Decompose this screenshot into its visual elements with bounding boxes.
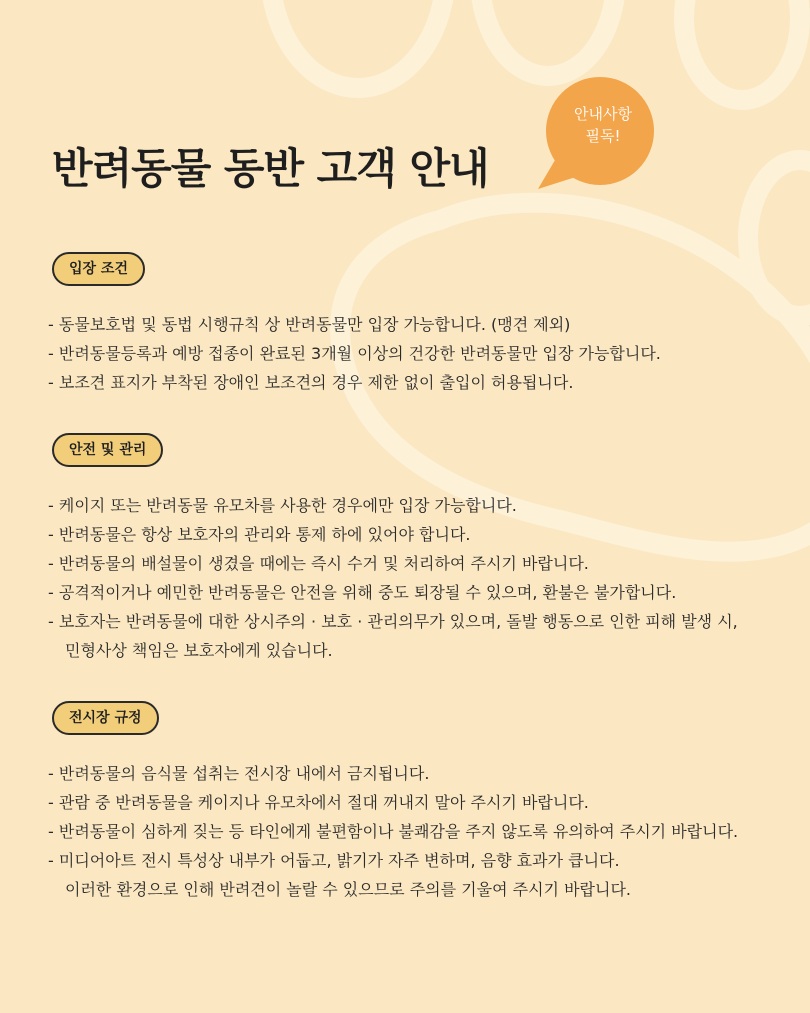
list-item: - 미디어아트 전시 특성상 내부가 어둡고, 밝기가 자주 변하며, 음향 효과가 큽니다. [48, 851, 620, 870]
notice-badge [536, 77, 646, 187]
list-item-continuation [48, 636, 738, 665]
list-item: - 보호자는 반려동물에 대한 상시주의 · 보호 · 관리의무가 있으며, 돌발 행동으로 인한 피해 발생 시, [48, 612, 738, 631]
continuation-text: 이러한 환경으로 인해 반려견이 놀랄 수 있으므로 주의를 기울여 주시기 바랍니다. [65, 880, 631, 899]
list-item: - 관람 중 반려동물을 케이지나 유모차에서 절대 꺼내지 말아 주시기 바랍니다. [48, 793, 589, 812]
list-item: - 케이지 또는 반려동물 유모차를 사용한 경우에만 입장 가능합니다. [48, 496, 517, 515]
paw-toe-3 [684, 0, 800, 100]
badge-text [548, 103, 658, 147]
list-item: - 반려동물은 항상 보호자의 관리와 통제 하에 있어야 합니다. [48, 525, 471, 544]
exhibition-rules-list [48, 759, 738, 904]
continuation-text: 민형사상 책임은 보호자에게 있습니다. [65, 641, 333, 660]
safety-management-list [48, 491, 738, 665]
paw-toe-2 [480, 0, 616, 76]
entry-conditions-list [48, 310, 661, 397]
list-item: - 반려동물등록과 예방 접종이 완료된 3개월 이상의 건강한 반려동물만 입장 가능합니다. [48, 344, 661, 363]
page-title: 반려동물 동반 고객 안내 [52, 144, 489, 193]
badge-line-1: 안내사항 [574, 105, 632, 123]
section-label-exhibition-rules: 전시장 규정 [52, 701, 159, 735]
list-item: - 공격적이거나 예민한 반려동물은 안전을 위해 중도 퇴장될 수 있으며, 환불은 불가합니다. [48, 583, 677, 602]
list-item-continuation [48, 875, 738, 904]
list-item: - 반려동물의 배설물이 생겼을 때에는 즉시 수거 및 처리하여 주시기 바랍니다. [48, 554, 589, 573]
section-label-entry-conditions: 입장 조건 [52, 252, 145, 286]
paw-toe-1 [270, 0, 446, 88]
paw-toe-4 [748, 160, 810, 316]
list-item: - 반려동물이 심하게 짖는 등 타인에게 불편함이나 불쾌감을 주지 않도록 유의하여 주시기 바랍니다. [48, 822, 739, 841]
list-item: - 동물보호법 및 동법 시행규칙 상 반려동물만 입장 가능합니다. (맹견 제외) [48, 315, 571, 334]
section-label-safety-management: 안전 및 관리 [52, 433, 163, 467]
list-item: - 반려동물의 음식물 섭취는 전시장 내에서 금지됩니다. [48, 764, 430, 783]
badge-line-2: 필독! [585, 127, 621, 145]
list-item: - 보조견 표지가 부착된 장애인 보조견의 경우 제한 없이 출입이 허용됩니다. [48, 373, 574, 392]
